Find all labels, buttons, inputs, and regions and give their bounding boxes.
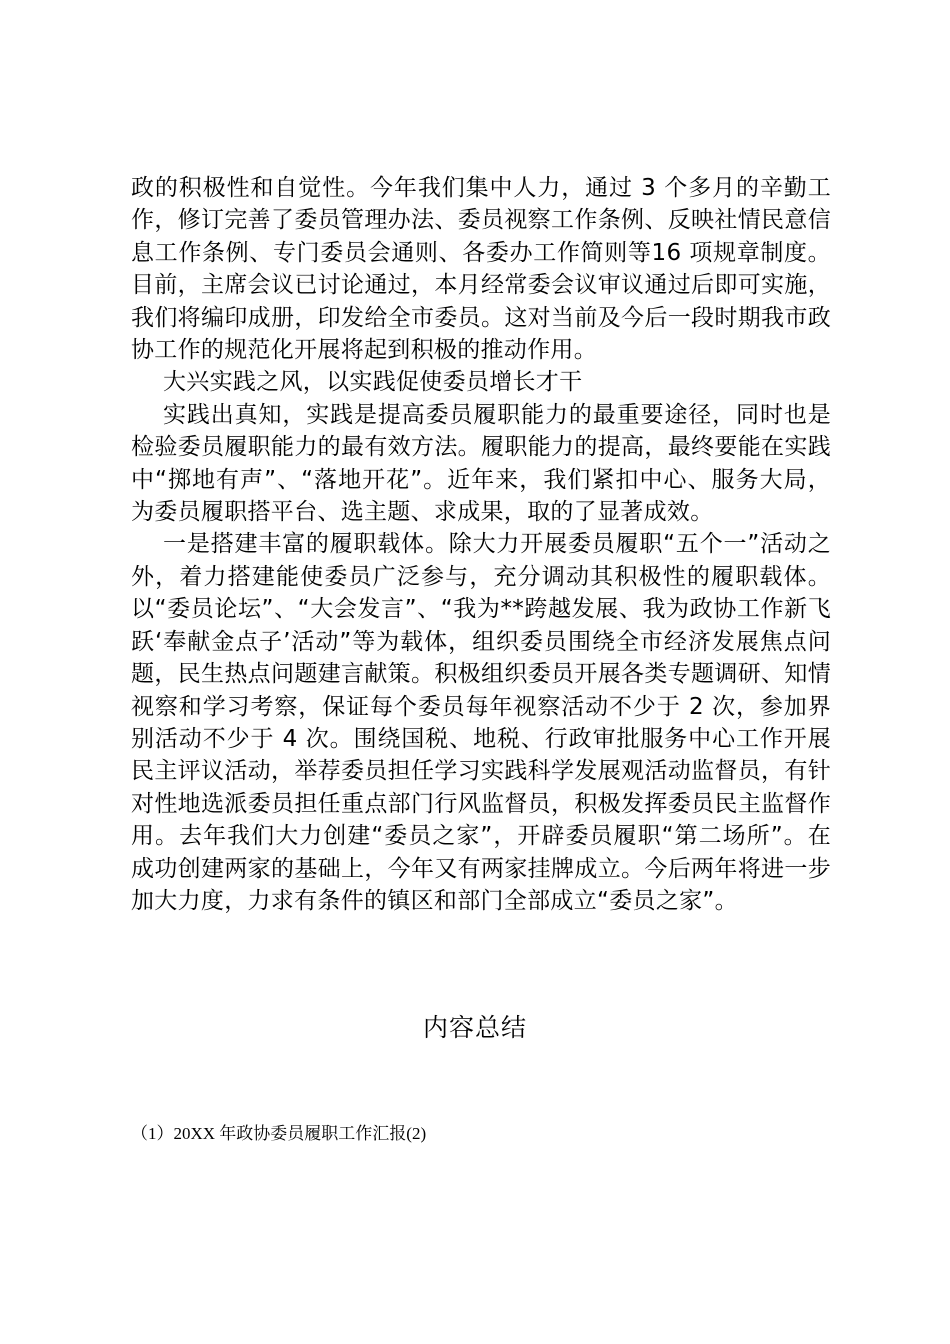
paragraph-regulations: 政的积极性和自觉性。今年我们集中人力，通过 3 个多月的辛勤工作，修订完善了委员管理办法、委员视察工作条例、反映社情民意信息工作条例、专门委员会通则、各委办工作简则等16 项规章制度。目前，主席会议已讨论通过，本月经常委会议审议通过后即可实施，我们将编印成册，印发给全市委员。这对当前及今后一段时期我市政协工作的规范化开展将起到积极的推动作用。: [131, 175, 831, 364]
summary-title: 内容总结: [422, 1013, 527, 1042]
document-body: [131, 172, 831, 917]
section-heading-practice: 大兴实践之风，以实践促使委员增长才干: [163, 369, 583, 396]
paragraph-platforms: 一是搭建丰富的履职载体。除大力开展委员履职“五个一”活动之外，着力搭建能使委员广泛参与，充分调动其积极性的履职载体。以“委员论坛”、“大会发言”、“我为**跨越发展、我为政协工作新飞跃‘奉献金点子’活动”等为载体，组织委员围绕全市经济发展焦点问题，民生热点问题建言献策。积极组织委员开展各类专题调研、知情视察和学习考察，保证每个委员每年视察活动不少于 2 次，参加界别活动不少于 4 次。围绕国税、地税、行政审批服务中心工作开展民主评议活动，举荐委员担任学习实践科学发展观活动监督员，有针对性地选派委员担任重点部门行风监督员，积极发挥委员民主监督作用。去年我们大力创建“委员之家”，开辟委员履职“第二场所”。在成功创建两家的基础上，今年又有两家挂牌成立。今后两年将进一步加大力度，力求有条件的镇区和部门全部成立“委员之家”。: [131, 531, 831, 914]
summary-item: （1）20XX 年政协委员履职工作汇报(2): [131, 1124, 427, 1143]
paragraph-practice: 实践出真知，实践是提高委员履职能力的最重要途径，同时也是检验委员履职能力的最有效方法。履职能力的提高，最终要能在实践中“掷地有声”、“落地开花”。近年来，我们紧扣中心、服务大局，为委员履职搭平台、选主题、求成果，取的了显著成效。: [131, 401, 831, 526]
